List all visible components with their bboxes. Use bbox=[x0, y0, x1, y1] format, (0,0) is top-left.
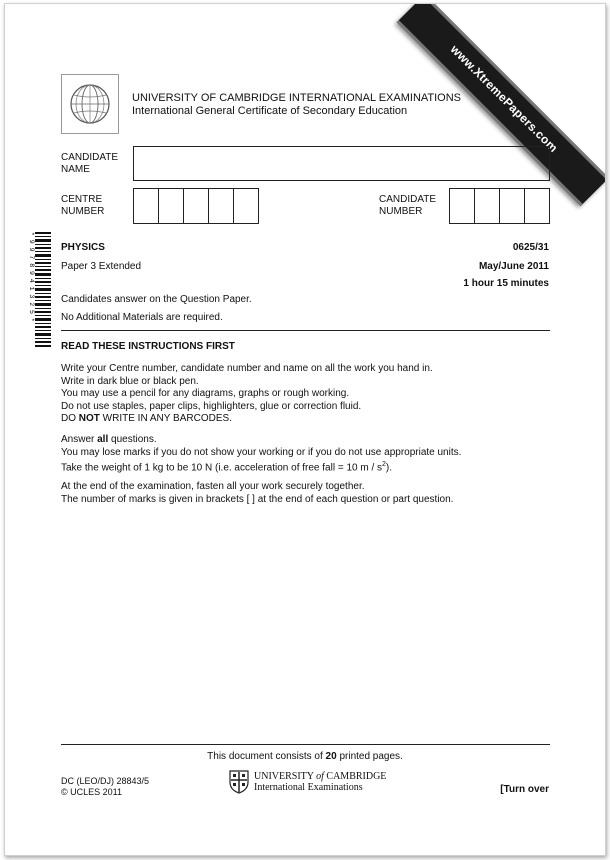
instruction-line: Write your Centre number, candidate number and name on all the work you hand in. bbox=[61, 363, 433, 374]
instruction-line-weight: Take the weight of 1 kg to be 10 N (i.e. acceleration of free fall = 10 m / $s^2$). bbox=[61, 461, 393, 474]
instruction-line: The number of marks is given in brackets [ ] at the end of each question or part question. bbox=[61, 493, 454, 505]
divider-bottom bbox=[61, 744, 550, 745]
centre-number-digit[interactable] bbox=[183, 188, 209, 224]
instructions-heading: READ THESE INSTRUCTIONS FIRST bbox=[61, 341, 235, 352]
instructions-block-2 bbox=[61, 434, 571, 475]
cambridge-shield-icon bbox=[229, 770, 249, 794]
document-reference: DC (LEO/DJ) 28843/5 © UCLES 2011 bbox=[61, 776, 150, 797]
instructions-block-3 bbox=[61, 481, 571, 506]
divider-top bbox=[61, 330, 550, 331]
barcode bbox=[27, 232, 53, 348]
instruction-line: Do not use staples, paper clips, highlighters, glue or correction fluid. bbox=[61, 400, 362, 412]
instruction-line-answer: Answer all questions. bbox=[61, 434, 157, 445]
subject-name: PHYSICS bbox=[61, 242, 105, 253]
turn-over-label: [Turn over bbox=[500, 784, 549, 795]
centre-number-digit[interactable] bbox=[233, 188, 259, 224]
centre-number-label: CENTRE NUMBER bbox=[61, 194, 105, 217]
exam-duration: 1 hour 15 minutes bbox=[463, 278, 549, 289]
centre-number-digit[interactable] bbox=[208, 188, 234, 224]
exam-session: May/June 2011 bbox=[478, 261, 549, 272]
certificate-title: International General Certificate of Secondary Education bbox=[132, 105, 408, 117]
candidate-number-digit[interactable] bbox=[499, 188, 525, 224]
cambridge-globe-logo bbox=[61, 74, 119, 134]
candidate-name-field[interactable] bbox=[133, 146, 550, 181]
candidate-number-label: CANDIDATE NUMBER bbox=[379, 194, 437, 217]
materials-note: No Additional Materials are required. bbox=[61, 312, 223, 323]
instruction-line-barcodes: DO NOT WRITE IN ANY BARCODES. bbox=[61, 413, 232, 425]
candidate-number-boxes[interactable] bbox=[450, 188, 550, 224]
page-count-note: This document consists of 20 printed pages. bbox=[207, 751, 403, 762]
candidate-number-digit[interactable] bbox=[474, 188, 500, 224]
watermark-text: www.XtremePapers.com bbox=[447, 42, 561, 156]
centre-number-digit[interactable] bbox=[158, 188, 184, 224]
answer-location-note: Candidates answer on the Question Paper. bbox=[61, 294, 252, 305]
instructions-block-1 bbox=[61, 363, 561, 426]
paper-code: 0625/31 bbox=[512, 242, 549, 253]
instruction-line: You may use a pencil for any diagrams, graphs or rough working. bbox=[61, 388, 350, 400]
centre-number-boxes[interactable] bbox=[134, 188, 259, 224]
cambridge-wordmark: UNIVERSITY of CAMBRIDGE International Examinations bbox=[254, 771, 387, 793]
instruction-line: At the end of the examination, fasten all your work securely together. bbox=[61, 481, 365, 492]
candidate-name-label: CANDIDATE NAME bbox=[61, 152, 119, 175]
barcode-digits: * 9 9 7 8 9 4 1 3 2 5 * bbox=[28, 232, 35, 322]
candidate-number-digit[interactable] bbox=[449, 188, 475, 224]
exam-page bbox=[4, 3, 606, 856]
instruction-line: You may lose marks if you do not show your working or if you do not use appropriate units. bbox=[61, 446, 462, 458]
candidate-number-digit[interactable] bbox=[524, 188, 550, 224]
paper-title: Paper 3 Extended bbox=[61, 261, 142, 272]
centre-number-digit[interactable] bbox=[133, 188, 159, 224]
university-title: UNIVERSITY OF CAMBRIDGE INTERNATIONAL EXAMINATIONS bbox=[132, 92, 462, 104]
instruction-line: Write in dark blue or black pen. bbox=[61, 375, 199, 387]
